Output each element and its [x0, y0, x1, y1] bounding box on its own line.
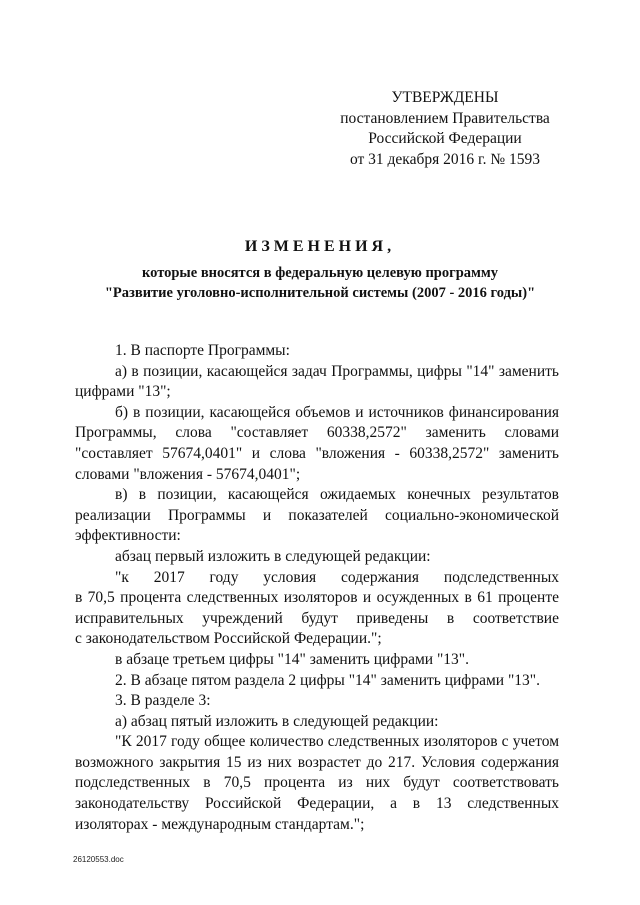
approval-stamp: [330, 88, 560, 170]
paragraph-line: а) в позиции, касающейся задач Программы, цифры "14" заменить: [115, 362, 559, 380]
paragraph-line: в) в позиции, касающейся ожидаемых конечных результатов: [115, 486, 559, 504]
paragraph-line: Программы, слова "составляет 60338,2572" заменить словами: [75, 424, 559, 442]
paragraph-line: изоляторах - международным стандартам.";: [75, 815, 365, 833]
paragraph-line: подследственных в 70,5 процента из них будут соответствовать: [75, 774, 559, 792]
subtitle-line: которые вносятся в федеральную целевую программу: [141, 265, 499, 281]
paragraph-line: а) абзац пятый изложить в следующей редакции:: [115, 712, 439, 730]
paragraph-line: цифрами "13";: [75, 383, 171, 401]
approval-date: от 31 декабря 2016 г. № 1593: [349, 150, 541, 168]
paragraph-line: 3. В разделе 3:: [115, 692, 211, 710]
document-title: ИЗМЕНЕНИЯ,: [244, 238, 396, 255]
approval-line: постановлением Правительства: [340, 109, 550, 127]
paragraph-line: с законодательством Российской Федерации.";: [75, 630, 382, 648]
file-name-footer: 26120553.doc: [73, 855, 124, 864]
paragraph-line: эффективности:: [75, 527, 181, 545]
paragraph-line: 2. В абзаце пятом раздела 2 цифры "14" заменить цифрами "13".: [115, 671, 540, 689]
paragraph-line: "К 2017 году общее количество следственных изоляторов с учетом: [115, 733, 559, 751]
paragraph-line: исправительных учреждений будут приведены в соответствие: [75, 609, 559, 627]
paragraph-line: возможного закрытия 15 из них возрастет до 217. Условия содержания: [75, 753, 559, 771]
approval-line: Российской Федерации: [368, 130, 522, 147]
paragraph-line: законодательству Российской Федерации, а в 13 следственных: [75, 795, 559, 813]
paragraph-line: словами "вложения - 57674,0401";: [75, 465, 301, 483]
paragraph-line: в 70,5 процента следственных изоляторов и осужденных в 61 проценте: [75, 589, 559, 607]
paragraph-line: в абзаце третьем цифры "14" заменить цифрами "13".: [115, 650, 469, 668]
document-body: [75, 341, 559, 835]
approval-heading: УТВЕРЖДЕНЫ: [391, 89, 499, 106]
paragraph-line: реализации Программы и показателей социально-экономической: [75, 506, 559, 524]
paragraph-line: "составляет 57674,0401" и слова "вложения - 60338,2572" заменить: [75, 444, 559, 462]
paragraph-line: "к 2017 году условия содержания подследственных: [115, 568, 559, 586]
subtitle-line: "Развитие уголовно-исполнительной системы (2007 - 2016 годы)": [104, 284, 536, 301]
paragraph-line: абзац первый изложить в следующей редакции:: [115, 547, 431, 565]
paragraph-line: 1. В паспорте Программы:: [115, 342, 290, 359]
document-subtitle: [70, 264, 570, 303]
paragraph-line: б) в позиции, касающейся объемов и источников финансирования: [115, 403, 559, 421]
